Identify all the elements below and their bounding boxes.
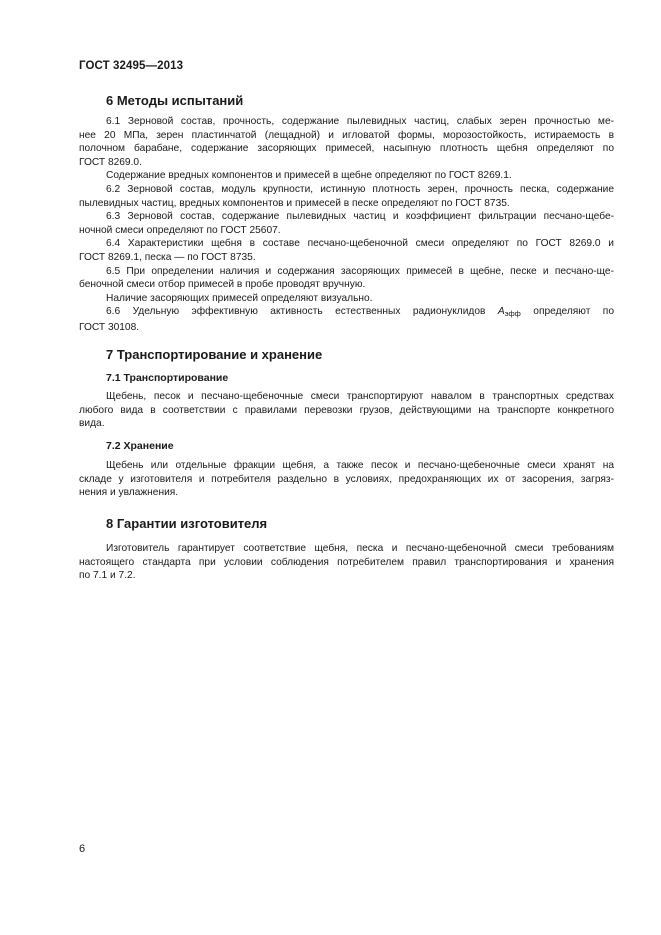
subsection-7-2-title: 7.2 Хранение [106,440,174,452]
paragraph-7-2 [79,459,614,500]
paragraph-6-4 [79,237,614,264]
text-line: 6.1 Зерновой состав, прочность, содержание пылевидных частиц, слабых зерен прочностью ме- [106,116,614,127]
subsection-7-2-body [79,459,614,500]
activity-symbol: А [497,306,505,318]
text-line: ГОСТ 8269.1, песка — по ГОСТ 8735. [79,251,256,263]
text-line: нее 20 МПа, зерен пластинчатой (лещадной) и игловатой формы, морозостойкость, истираемость в [79,129,614,141]
page-number: 6 [79,843,86,855]
text-line: 6.5 При определении наличия и содержания засоряющих примесей в щебне, песке и песчано-ще- [106,265,614,277]
paragraph-6-2 [79,183,614,210]
paragraph-8 [79,542,614,583]
text-line: Содержание вредных компонентов и примесей в щебне определяют по ГОСТ 8269.1. [106,170,512,182]
document-code: ГОСТ 32495—2013 [79,60,184,72]
section-6-body [79,115,614,335]
text-line: 6.3 Зерновой состав, содержание пылевидных частиц и коэффициент фильтрации песчано-щебе- [106,211,614,223]
paragraph-6-3 [79,210,614,237]
text-line: нения и увлажнения. [79,487,179,499]
text-line: вида. [79,418,105,430]
text-line: ГОСТ 8269.0. [79,156,142,168]
text-line: по 7.1 и 7.2. [79,570,136,582]
activity-subscript: эфф [504,309,521,319]
paragraph-6-6 [79,305,614,334]
paragraph-6-5 [79,265,614,292]
subsection-7-1-body [79,390,614,431]
text-line: ночной смеси определяют по ГОСТ 25607. [79,224,281,236]
text-line: пылевидных частиц, вредных компонентов и примесей в песке определяют по ГОСТ 8735. [79,197,510,209]
paragraph-7-1 [79,390,614,431]
text-line: Изготовитель гарантирует соответствие щебня, песка и песчано-щебеночной смеси требованиям [106,543,614,554]
text-line [79,305,614,321]
paragraph-6-1-harmful [79,169,614,183]
text-line: 6.2 Зерновой состав, модуль крупности, истинную плотность зерен, прочность песка, содержание [106,183,614,195]
text-fragment: определяют по [533,306,614,318]
text-line: 6.4 Характеристики щебня в составе песчано-щебеночной смеси определяют по ГОСТ 8269.0 и [106,238,614,250]
paragraph-6-1 [79,115,614,169]
section-8-title: 8 Гарантии изготовителя [106,516,268,531]
text-line: настоящего стандарта при условии соблюдения потребителем правил транспортирования и хранения [79,556,614,568]
text-line: полочном барабане, содержание засоряющих примесей, насыпную плотность щебня определяют по [79,143,614,155]
text-line: любого вида в соответствии с правилами перевозки грузов, действующими на транспорте конкретного [79,404,614,416]
subsection-7-1-title: 7.1 Транспортирование [106,372,229,384]
section-7-title: 7 Транспортирование и хранение [106,347,323,362]
text-line: Наличие засоряющих примесей определяют визуально. [106,292,373,304]
text-fragment: 6.6 Удельную эффективную активность естественных радионуклидов [106,306,486,318]
text-line: Щебень, песок и песчано-щебеночные смеси транспортируют навалом в транспортных средствах [106,391,614,402]
text-line: Щебень или отдельные фракции щебня, а также песок и песчано-щебеночные смеси хранят на [106,460,614,471]
paragraph-6-5-visual [79,292,614,306]
text-line: складе у изготовителя и потребителя раздельно в условиях, предохраняющих их от засорения, загряз- [79,473,614,485]
text-line: ГОСТ 30108. [79,321,140,333]
text-line: беночной смеси отбор примесей в пробе проводят вручную. [79,279,366,291]
section-8-body [79,542,614,583]
section-6-title: 6 Методы испытаний [106,93,244,108]
